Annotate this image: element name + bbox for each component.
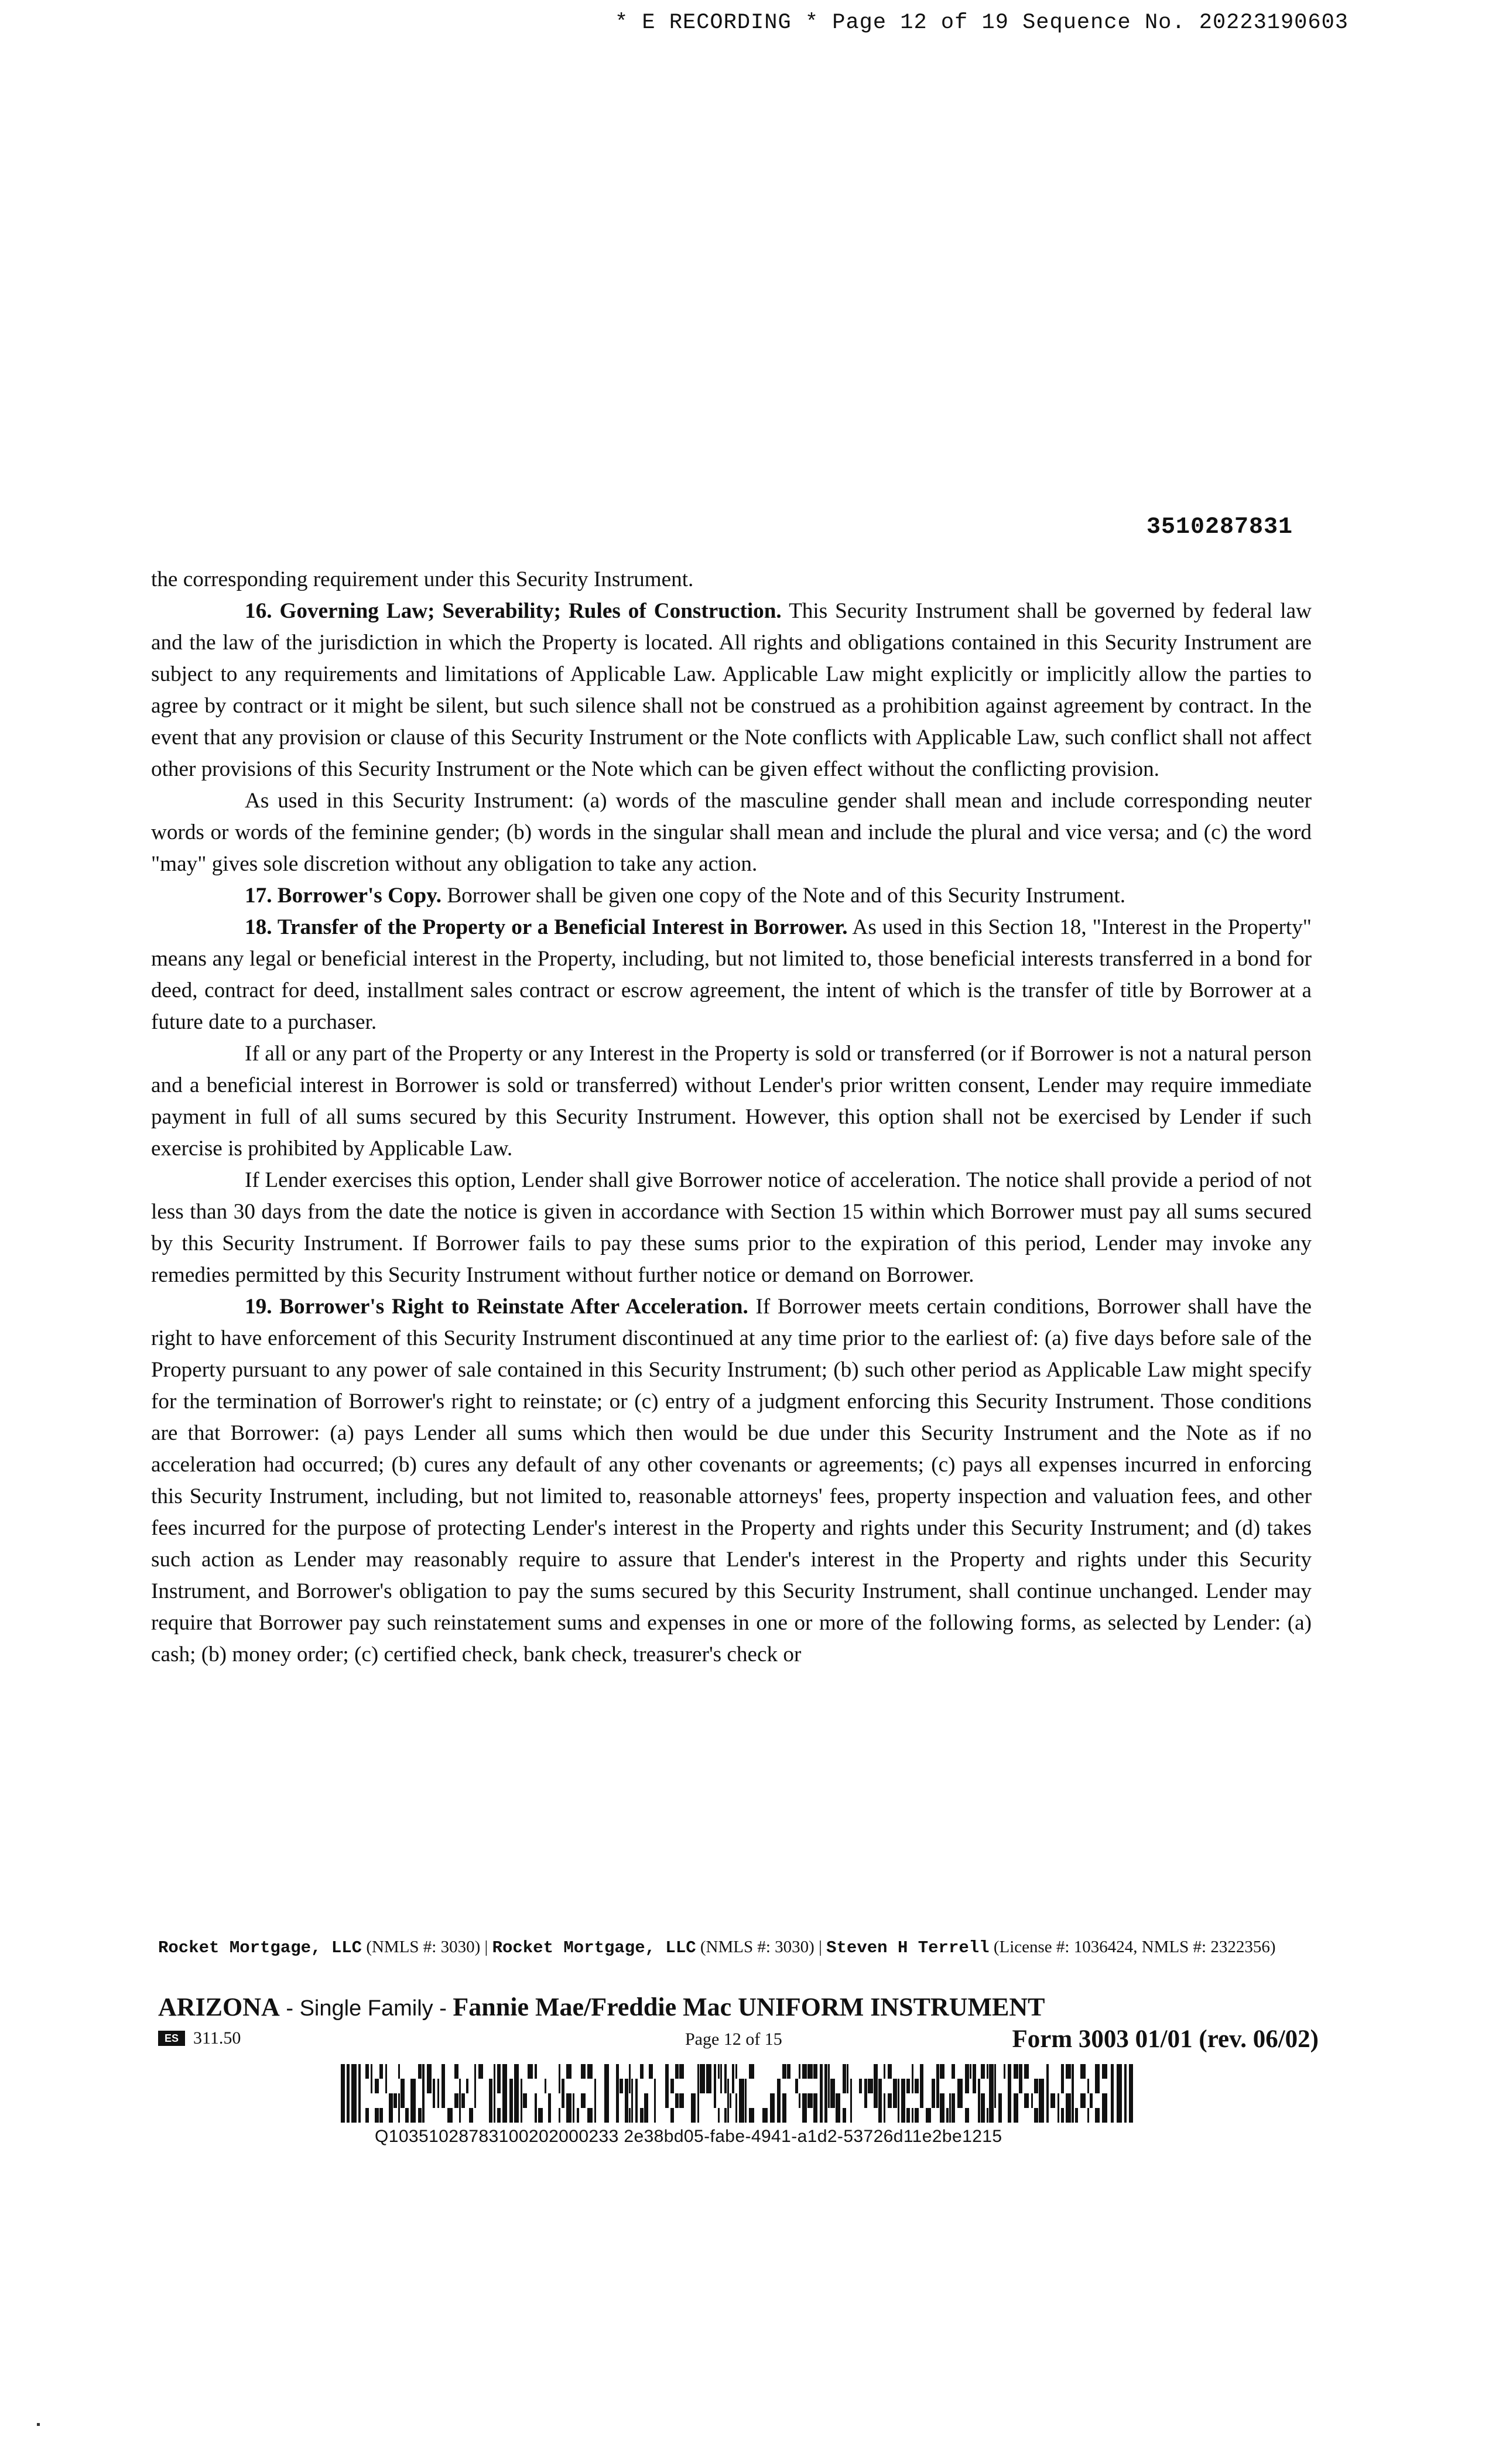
form-state: ARIZONA [158, 1993, 280, 2021]
section-18 [151, 912, 1312, 1038]
form-type: - Single Family - [279, 1996, 453, 2021]
ellie-mae-logo-icon: ES [158, 2031, 185, 2046]
section-18-text: As used in this Section 18, "Interest in the Property" means any legal or beneficial interest in the Property, including, but not limited to, those beneficial interests transferred in a bond for deed, contract for deed, installment sales contract or escrow agreement, the intent of which is the transfer of title by Borrower at a future date to a purchaser. [151, 915, 1312, 1034]
section-18-paragraph-2: If all or any part of the Property or any Interest in the Property is sold or transferred (or if Borrower is not a natural person and a beneficial interest in Borrower is sold or transferred) without Lender's prior written consent, Lender may require immediate payment in full of all sums secured by this Security Instrument. However, this option shall not be exercised by Lender if such exercise is prohibited by Applicable Law. [151, 1042, 1312, 1161]
barcode-text: Q10351028783100202000233 2e38bd05-fabe-4941-a1d2-53726d11e2be1215 [375, 2127, 1002, 2146]
section-17-title: 17. Borrower's Copy. [245, 884, 442, 908]
form-title [158, 1993, 1045, 2023]
loan-number: 3510287831 [1147, 514, 1293, 540]
lender-name: Rocket Mortgage, LLC [158, 1938, 362, 1957]
section-19 [151, 1291, 1312, 1671]
form-number: Form 3003 01/01 (rev. 06/02) [1012, 2025, 1319, 2053]
section-19-text: If Borrower meets certain conditions, Borrower shall have the right to have enforcement of this Security Instrument discontinued at any time prior to the earliest of: (a) five days before sale of the Property pursuant to any power of sale contained in this Security Instrument; (b) such other period as Applicable Law might specify for the termination of Borrower's right to reinstate; or (c) entry of a judgment enforcing this Security Instrument. Those conditions are that Borrower: (a) pays Lender all sums which then would be due under this Security Instrument and the Note as if no acceleration had occurred; (b) cures any default of any other covenants or agreements; (c) pays all expenses incurred in enforcing this Security Instrument, including, but not limited to, reasonable attorneys' fees, property inspection and valuation fees, and other fees incurred for the purpose of protecting Lender's interest in the Property and rights under this Security Instrument; and (d) takes such action as Lender may reasonably require to assure that Lender's interest in the Property and rights under this Security Instrument, and Borrower's obligation to pay the sums secured by this Security Instrument, shall continue unchanged. Lender may require that Borrower pay such reinstatement sums and expenses in one or more of the following forms, as selected by Lender: (a) cash; (b) money order; (c) certified check, bank check, treasurer's check or [151, 1295, 1312, 1666]
form-footer-row [158, 2025, 1319, 2054]
form-code [158, 2028, 241, 2048]
scan-speck [37, 2423, 40, 2426]
originator-license: (License #: 1036424, NMLS #: 2322356) [989, 1938, 1276, 1956]
lender-nmls-2: (NMLS #: 3030) | [696, 1938, 827, 1956]
lender-info [158, 1936, 1317, 1959]
form-code-number: 311.50 [193, 2028, 241, 2048]
lender-nmls: (NMLS #: 3030) | [362, 1938, 492, 1956]
page-number: Page 12 of 15 [685, 2030, 782, 2049]
recording-stamp: * E RECORDING * Page 12 of 19 Sequence No. 20223190603 [615, 11, 1349, 35]
section-17-text: Borrower shall be given one copy of the Note and of this Security Instrument. [447, 884, 1126, 908]
section-19-title: 19. Borrower's Right to Reinstate After Acceleration. [245, 1295, 748, 1319]
section-18-paragraph-3: If Lender exercises this option, Lender shall give Borrower notice of acceleration. The notice shall provide a period of not less than 30 days from the date the notice is given in accordance with Section 15 within which Borrower must pay all sums secured by this Security Instrument. If Borrower fails to pay these sums prior to the expiration of this period, Lender may invoke any remedies permitted by this Security Instrument without further notice or demand on Borrower. [151, 1168, 1312, 1287]
document-body [151, 564, 1312, 1671]
form-instrument: Fannie Mae/Freddie Mac UNIFORM INSTRUMENT [453, 1993, 1045, 2021]
section-16-text: This Security Instrument shall be governed by federal law and the law of the jurisdiction in which the Property is located. All rights and obligations contained in this Security Instrument are subject to any requirements and limitations of Applicable Law. Applicable Law might explicitly or implicitly allow the parties to agree by contract or it might be silent, but such silence shall not be construed as a prohibition against agreement by contract. In the event that any provision or clause of this Security Instrument or the Note conflicts with Applicable Law, such conflict shall not affect other provisions of this Security Instrument or the Note which can be given effect without the conflicting provision. [151, 599, 1312, 781]
document-barcode [341, 2064, 1134, 2123]
section-16-title: 16. Governing Law; Severability; Rules of Construction. [245, 599, 782, 623]
paragraph-continuation: the corresponding requirement under this Security Instrument. [151, 567, 694, 591]
section-18-title: 18. Transfer of the Property or a Beneficial Interest in Borrower. [245, 915, 848, 939]
section-17 [151, 880, 1312, 912]
section-16-paragraph-2: As used in this Security Instrument: (a) words of the masculine gender shall mean and include corresponding neuter words or words of the feminine gender; (b) words in the singular shall mean and include the plural and vice versa; and (c) the word "may" gives sole discretion without any obligation to take any action. [151, 789, 1312, 876]
loan-originator: Steven H Terrell [826, 1938, 990, 1957]
section-16 [151, 596, 1312, 785]
lender-name-2: Rocket Mortgage, LLC [492, 1938, 696, 1957]
